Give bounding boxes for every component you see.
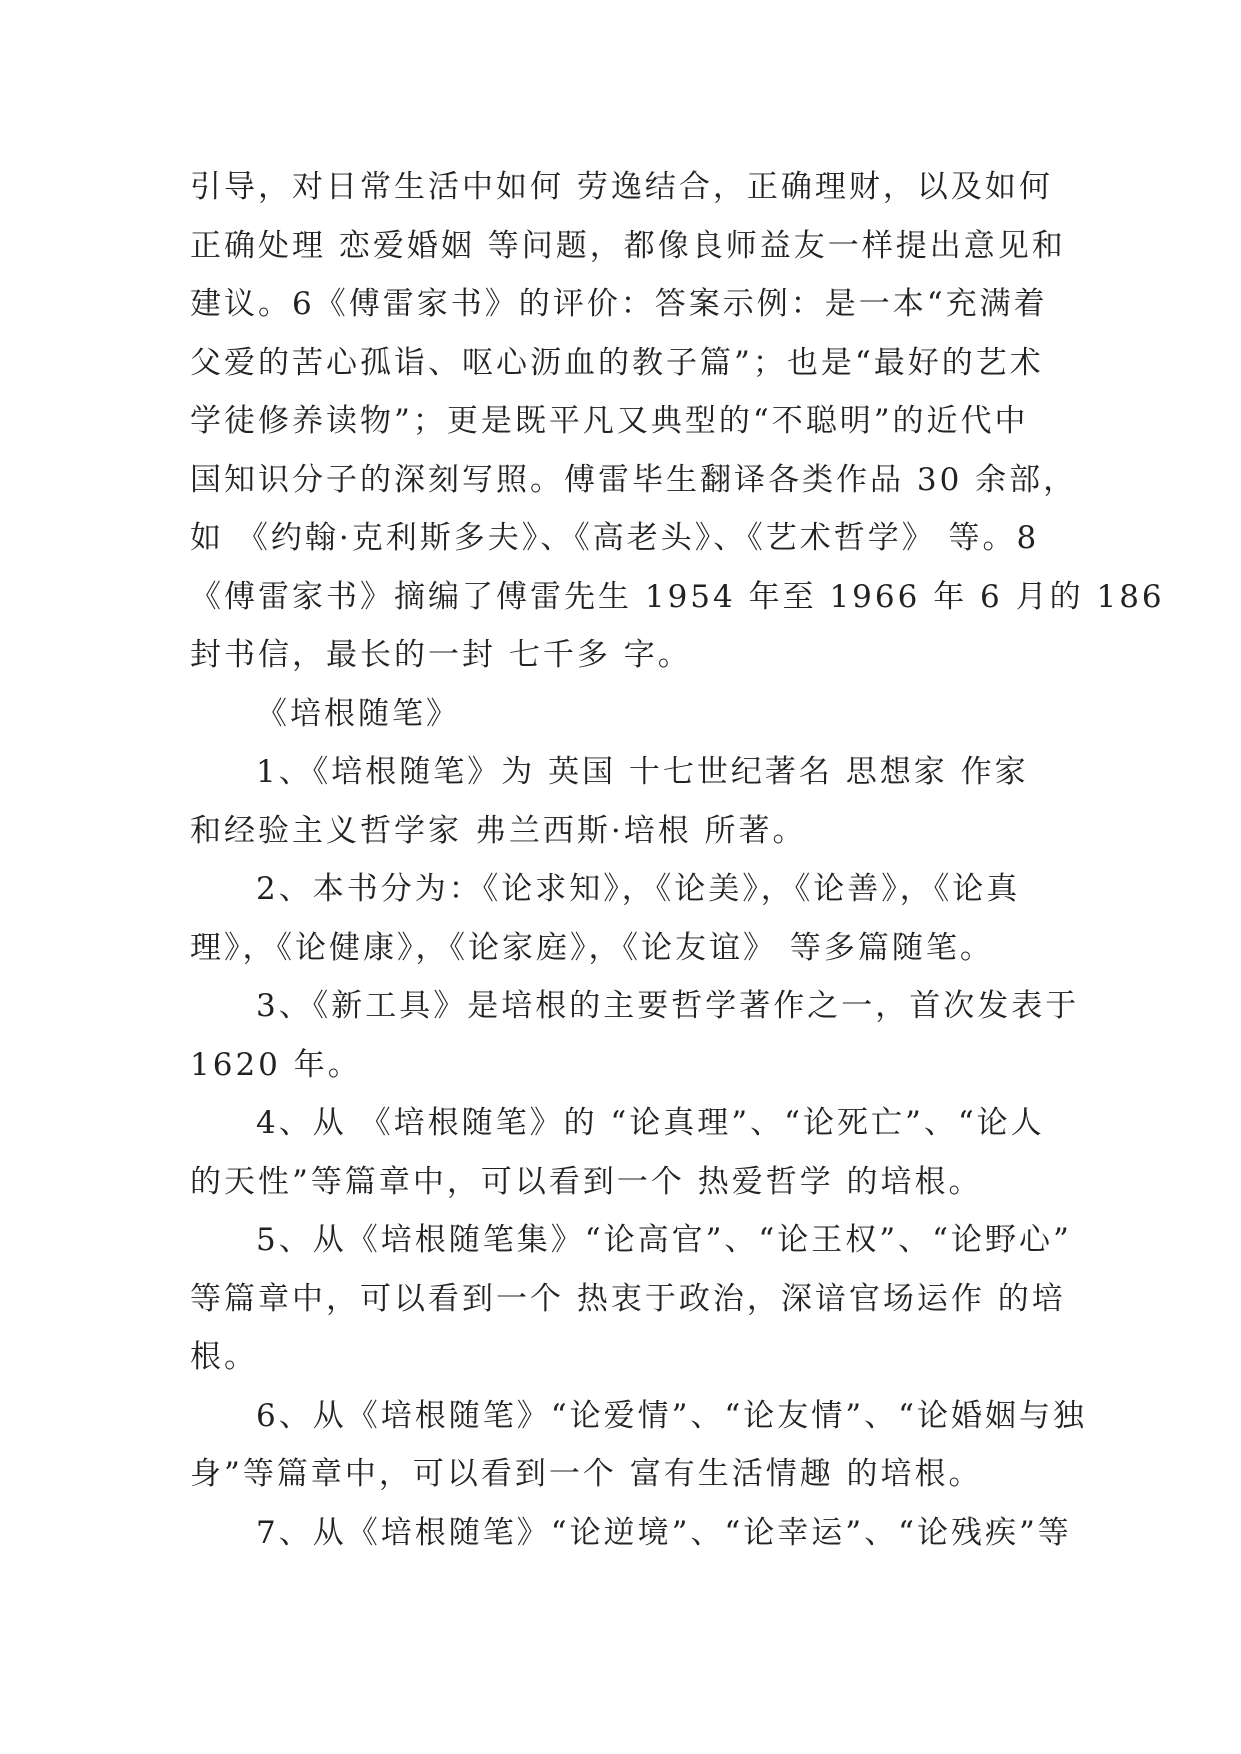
text-line: 5、从《培根随笔集》“论高官”、“论王权”、“论野心” — [256, 1222, 1072, 1258]
text-line: 学徒修养读物”；更是既平凡又典型的“不聪明”的近代中 — [190, 403, 1029, 439]
text-line: 如 《约翰·克利斯多夫》、《高老头》、《艺术哲学》 等。8 — [190, 520, 1040, 556]
text-line: 和经验主义哲学家 弗兰西斯·培根 所著。 — [190, 812, 807, 849]
text-line: 3、《新工具》是培根的主要哲学著作之一，首次发表于 — [256, 988, 1080, 1024]
text-line: 7、从《培根随笔》“论逆境”、“论幸运”、“论残疾”等 — [256, 1514, 1072, 1551]
text-line: 4、从 《培根随笔》的 “论真理”、“论死亡”、“论人 — [256, 1105, 1045, 1141]
text-line: 正确处理 恋爱婚姻 等问题，都像良师益友一样提出意见和 — [190, 227, 1066, 264]
text-line: 1、《培根随笔》为 英国 十七世纪著名 思想家 作家 — [256, 754, 1029, 790]
text-line: 父爱的苦心孤诣、呕心沥血的教子篇”；也是“最好的艺术 — [190, 344, 1044, 381]
text-line: 建议。6《傅雷家书》的评价：答案示例：是一本“充满着 — [190, 286, 1048, 322]
text-line: 国知识分子的深刻写照。傅雷毕生翻译各类作品 30 余部， — [190, 461, 1078, 498]
text-line: 引导，对日常生活中如何 劳逸结合，正确理财，以及如何 — [190, 169, 1053, 205]
text-line: 理》，《论健康》，《论家庭》，《论友谊》 等多篇随笔。 — [190, 929, 994, 966]
text-line: 根。 — [190, 1339, 258, 1375]
text-line: 1620 年。 — [190, 1046, 362, 1083]
section-heading: 《培根随笔》 — [256, 695, 460, 732]
text-line: 6、从《培根随笔》“论爱情”、“论友情”、“论婚姻与独 — [256, 1397, 1087, 1434]
document-body — [190, 158, 1165, 1562]
text-line: 的天性”等篇章中，可以看到一个 热爱哲学 的培根。 — [190, 1163, 983, 1200]
text-line: 身”等篇章中，可以看到一个 富有生活情趣 的培根。 — [190, 1456, 983, 1492]
text-line: 《傅雷家书》摘编了傅雷先生 1954 年至 1966 年 6 月的 186 — [190, 578, 1165, 615]
text-line: 2、本书分为：《论求知》，《论美》，《论善》，《论真 — [256, 871, 1021, 907]
text-line: 等篇章中，可以看到一个 热衷于政治，深谙官场运作 的培 — [190, 1280, 1066, 1317]
text-line: 封书信，最长的一封 七千多 字。 — [190, 637, 692, 673]
